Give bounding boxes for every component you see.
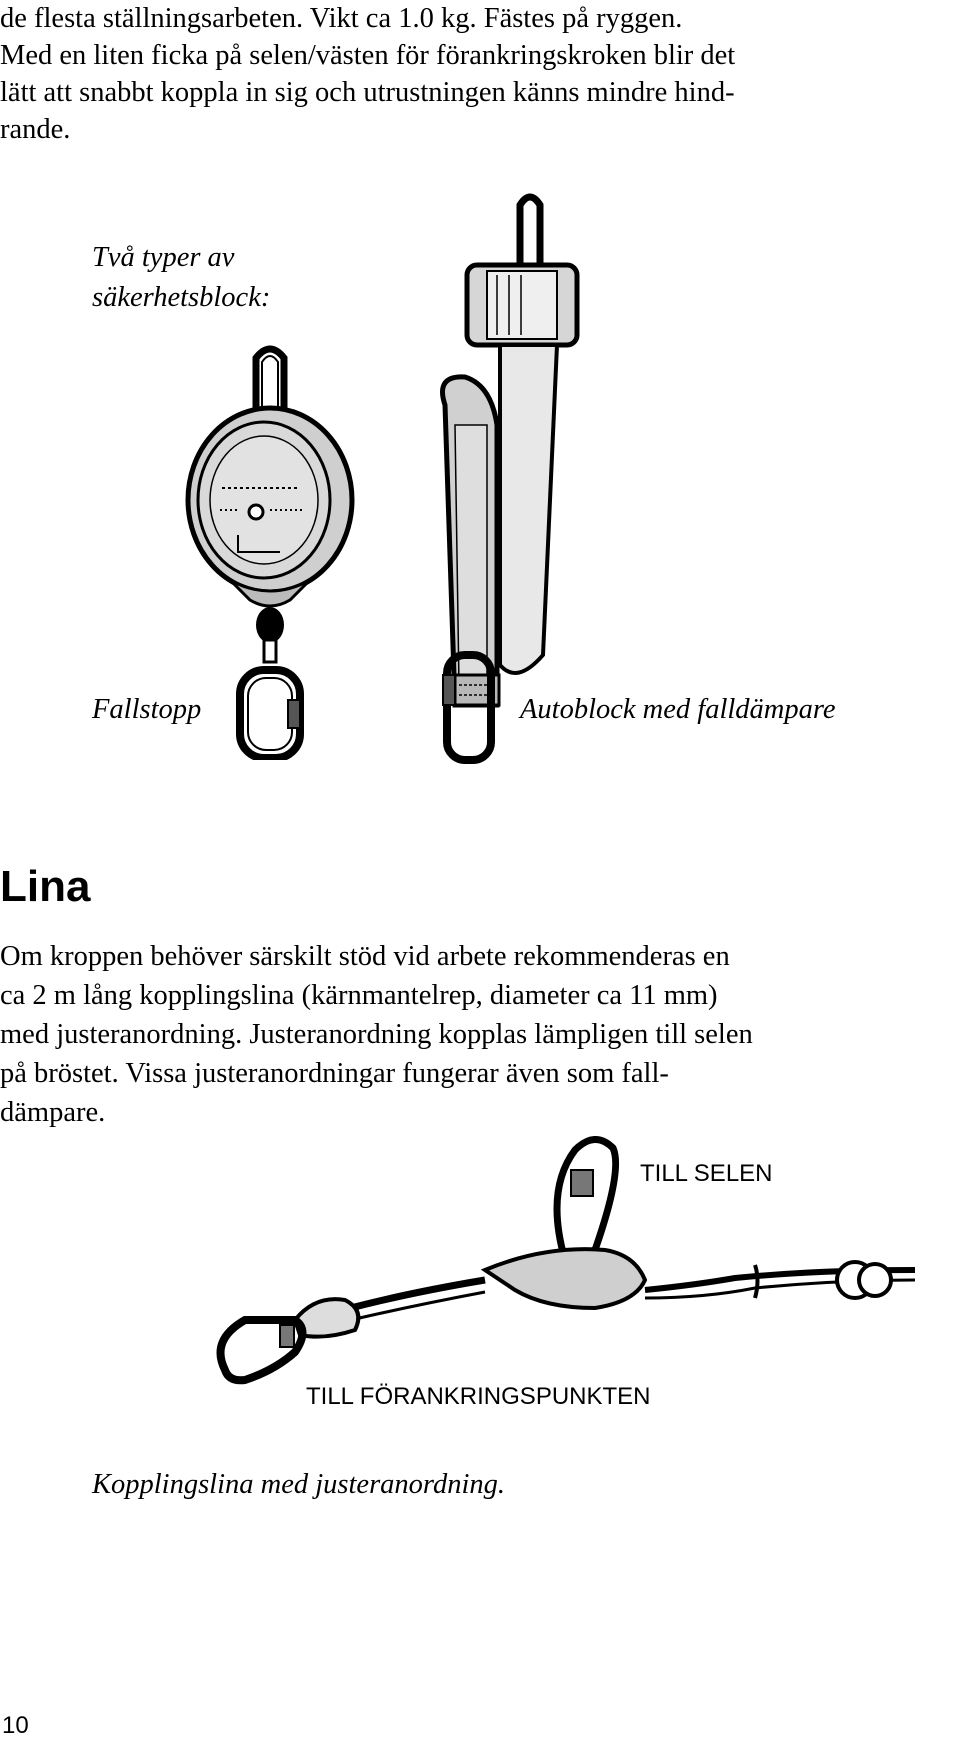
label-fallstopp: Fallstopp [92, 694, 202, 725]
page-number: 10 [2, 1712, 29, 1739]
intro-line-3: lätt att snabbt koppla in sig och utrustningen känns mindre hind- [0, 77, 735, 108]
section-line-2: ca 2 m lång kopplingslina (kärnmantelrep, diameter ca 11 mm) [0, 980, 718, 1011]
section-line-1: Om kroppen behöver särskilt stöd vid arbete rekommenderas en [0, 941, 730, 972]
fallstopp-illustration [180, 340, 360, 760]
section-line-5: dämpare. [0, 1097, 106, 1128]
intro-line-2: Med en liten ficka på selen/västen för förankringskroken blir det [0, 40, 736, 71]
label-till-forankringspunkten: TILL FÖRANKRINGSPUNKTEN [306, 1383, 651, 1410]
section-line-4: på bröstet. Vissa justeranordningar fungerar även som fall- [0, 1058, 669, 1089]
figure1-caption-line-1: Två typer av [92, 242, 235, 273]
intro-line-1: de flesta ställningsarbeten. Vikt ca 1.0 kg. Fästes på ryggen. [0, 3, 683, 34]
figure1-caption-line-2: säkerhetsblock: [92, 282, 271, 313]
section-line-3: med justeranordning. Justeranordning kopplas lämpligen till selen [0, 1019, 753, 1050]
label-autoblock: Autoblock med falldämpare [520, 694, 836, 725]
figure2-caption: Kopplingslina med justeranordning. [92, 1469, 505, 1500]
autoblock-illustration [425, 185, 585, 765]
label-till-selen: TILL SELEN [640, 1160, 773, 1187]
section-heading: Lina [0, 862, 91, 911]
intro-line-4: rande. [0, 114, 71, 145]
kopplingslina-illustration [215, 1130, 925, 1390]
